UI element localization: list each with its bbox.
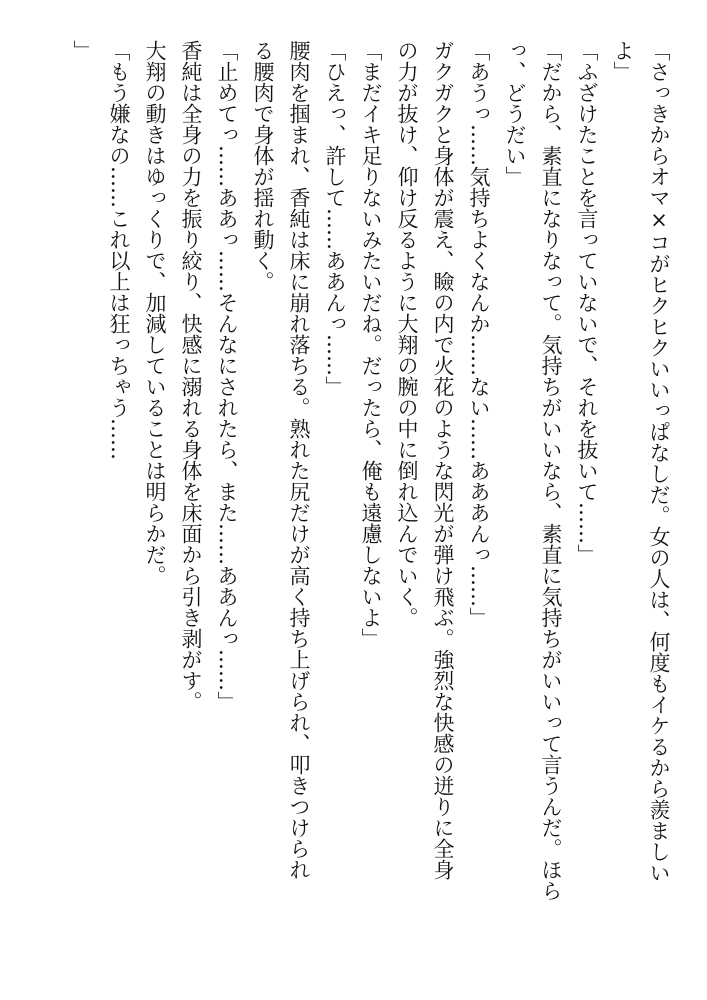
text-column: 腰肉を掴まれ、香純は床に崩れ落ちる。熟れた尻だけが高く持ち上げられ、叩きつけられ [287, 40, 311, 880]
text-column: 「ふざけたことを言っていないで、それを抜いて……」 [575, 40, 599, 565]
vertical-text-block [65, 40, 677, 970]
text-column: 「止めてっ……ああっ……そんなにされたら、また……ああんっ……」 [215, 40, 239, 712]
text-column: 「まだイキ足りないみたいだね。だったら、俺も遠慮しないよ」 [359, 40, 383, 649]
text-column: 「さっきからオマ×コがヒクヒクいいっぱなしだ。女の人は、何度もイケるから羨ましい [647, 40, 671, 883]
text-column: の力が抜け、仰け反るように大翔の腕の中に倒れ込んでいく。 [395, 40, 419, 628]
text-column: 「もう嫌なの……これ以上は狂っちゃう…… [107, 40, 131, 460]
text-column: 「だから、素直になりなって。気持ちがいいなら、素直に気持ちがいいって言うんだ。ほら [539, 40, 563, 901]
text-column: る腰肉で身体が揺れ動く。 [251, 40, 275, 292]
text-column: ガクガクと身体が震え、瞼の内で火花のような閃光が弾け飛ぶ。強烈な快感の迸りに全身 [431, 40, 455, 880]
text-column: 大翔の動きはゆっくりで、加減していることは明らかだ。 [143, 40, 167, 586]
text-column: 香純は全身の力を振り絞り、快感に溺れる身体を床面から引き剥がす。 [179, 40, 203, 712]
text-column: 「ひえっ、許して……ああんっ……」 [323, 40, 347, 397]
text-column: 」 [71, 40, 95, 61]
text-column: よ」 [611, 40, 635, 82]
text-column: 「あうっ……気持ちよくなんか……ない……あああんっ……」 [467, 40, 491, 628]
text-column: っ、どうだい」 [503, 40, 527, 187]
